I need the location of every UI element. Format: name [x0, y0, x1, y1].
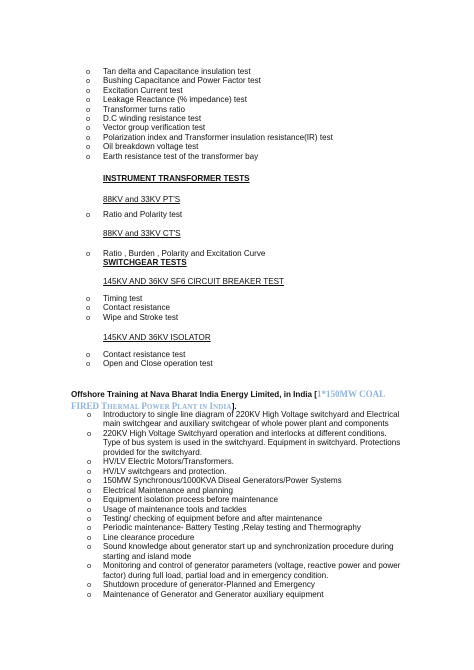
bullet-circle-icon: o	[86, 85, 91, 95]
bullet-circle-icon: o	[86, 67, 91, 76]
list-item: o 220KV High Voltage Switchyard operation and interlocks at different conditions. Type of bus system is used in the switchyard. Equipment in switchyard. Protections provided for the switchyard.	[87, 428, 401, 457]
bullet-circle-icon: o	[87, 504, 92, 514]
pt-subheading: 88KV and 33KV PT'S	[103, 195, 181, 204]
list-item: o Monitoring and control of generator parameters (voltage, reactive power and power factor) during full load, partial load and in emergency condition.	[87, 561, 401, 580]
list-item: o Line clearance procedure	[87, 532, 195, 542]
list-item: o Maintenance of Generator and Generator auxiliary equipment	[87, 589, 324, 599]
bullet-circle-icon: o	[87, 457, 92, 467]
switchgear-heading: SWITCHGEAR TESTS	[103, 258, 187, 267]
isolator-tests-list	[86, 350, 448, 369]
bullet-circle-icon: o	[87, 476, 92, 486]
list-item: o Oil breakdown voltage test	[86, 142, 199, 152]
list-item: o Tan delta and Capacitance insulation test	[86, 67, 251, 76]
bullet-circle-icon: o	[86, 303, 91, 313]
list-item: o Equipment isolation process before maintenance	[87, 495, 279, 505]
list-item: o Earth resistance test of the transformer bay	[86, 151, 259, 161]
list-item: o Usage of maintenance tools and tackles	[87, 504, 247, 514]
bullet-circle-icon: o	[87, 410, 92, 419]
bullet-circle-icon: o	[86, 76, 91, 86]
bullet-circle-icon: o	[86, 210, 91, 219]
list-item: o Leakage Reactance (% impedance) test	[86, 95, 247, 105]
list-item: o Ratio and Polarity test	[86, 210, 183, 219]
bullet-circle-icon: o	[86, 350, 91, 359]
list-item: o D.C winding resistance test	[86, 114, 202, 124]
bullet-circle-icon: o	[86, 104, 91, 114]
list-item: o Contact resistance	[86, 303, 171, 313]
bullet-circle-icon: o	[86, 123, 91, 133]
bullet-circle-icon: o	[86, 132, 91, 142]
list-item: o Contact resistance test	[86, 350, 186, 359]
list-item: o Periodic maintenance- Battery Testing ,Relay testing and Thermography	[87, 523, 361, 533]
bullet-circle-icon: o	[87, 485, 92, 495]
list-item: o HV/LV switchgears and protection.	[87, 466, 227, 476]
transformer-tests-list	[86, 67, 448, 161]
bullet-circle-icon: o	[87, 561, 92, 571]
bullet-circle-icon: o	[86, 142, 91, 152]
breaker-subheading: 145KV AND 36KV SF6 CIRCUIT BREAKER TEST	[103, 277, 284, 286]
bullet-circle-icon: o	[86, 249, 91, 258]
bullet-circle-icon: o	[87, 580, 92, 590]
list-item: o Polarization index and Transformer insulation resistance(IR) test	[86, 132, 333, 142]
list-item: o Wipe and Stroke test	[86, 312, 179, 322]
list-item: o 150MW Synchronous/1000KVA Diseal Generators/Power Systems	[87, 476, 342, 486]
ct-subheading: 88KV and 33KV CT'S	[103, 229, 181, 238]
bullet-circle-icon: o	[87, 495, 92, 505]
list-item: o Excitation Current test	[86, 85, 183, 95]
offshore-training-list	[87, 410, 403, 599]
offshore-training-heading: Offshore Training at Nava Bharat India Energy Limited, in India [1*150MW COAL FIRED THERMAL POWER PLANT IN INDIA].	[71, 389, 386, 411]
list-item: o Timing test	[86, 294, 143, 303]
list-item: o Introductory to single line diagram of 220KV High Voltage switchyard and Electrical main switchgear and auxiliary switchgear of whole power plant and components	[87, 410, 400, 429]
bullet-circle-icon: o	[87, 542, 92, 552]
list-item: o Shutdown procedure of generator-Planned and Emergency	[87, 580, 315, 590]
list-item: o Transformer turns ratio	[86, 104, 186, 114]
bullet-circle-icon: o	[87, 466, 92, 476]
list-item: o Sound knowledge about generator start up and synchronization procedure during starting and island mode	[87, 542, 394, 561]
bullet-circle-icon: o	[87, 428, 92, 438]
list-item: o Testing/ checking of equipment before and after maintenance	[87, 513, 323, 523]
bullet-circle-icon: o	[86, 151, 91, 161]
breaker-tests-list	[86, 294, 448, 322]
bullet-circle-icon: o	[86, 359, 91, 369]
bullet-circle-icon: o	[87, 523, 92, 533]
list-item: o Vector group verification test	[86, 123, 206, 133]
isolator-subheading: 145KV AND 36KV ISOLATOR	[103, 333, 211, 342]
bullet-circle-icon: o	[86, 312, 91, 322]
bullet-circle-icon: o	[86, 95, 91, 105]
bullet-circle-icon: o	[86, 294, 91, 303]
list-item: o Open and Close operation test	[86, 359, 213, 369]
bullet-circle-icon: o	[86, 114, 91, 124]
bullet-circle-icon: o	[87, 532, 92, 542]
list-item: o HV/LV Electric Motors/Transformers.	[87, 457, 234, 467]
bullet-circle-icon: o	[87, 589, 92, 599]
bullet-circle-icon: o	[87, 513, 92, 523]
instrument-transformer-heading: INSTRUMENT TRANSFORMER TESTS	[103, 174, 250, 183]
list-item: o Bushing Capacitance and Power Factor test	[86, 76, 261, 86]
list-item: o Ratio , Burden , Polarity and Excitation Curve	[86, 249, 266, 258]
list-item: o Electrical Maintenance and planning	[87, 485, 234, 495]
